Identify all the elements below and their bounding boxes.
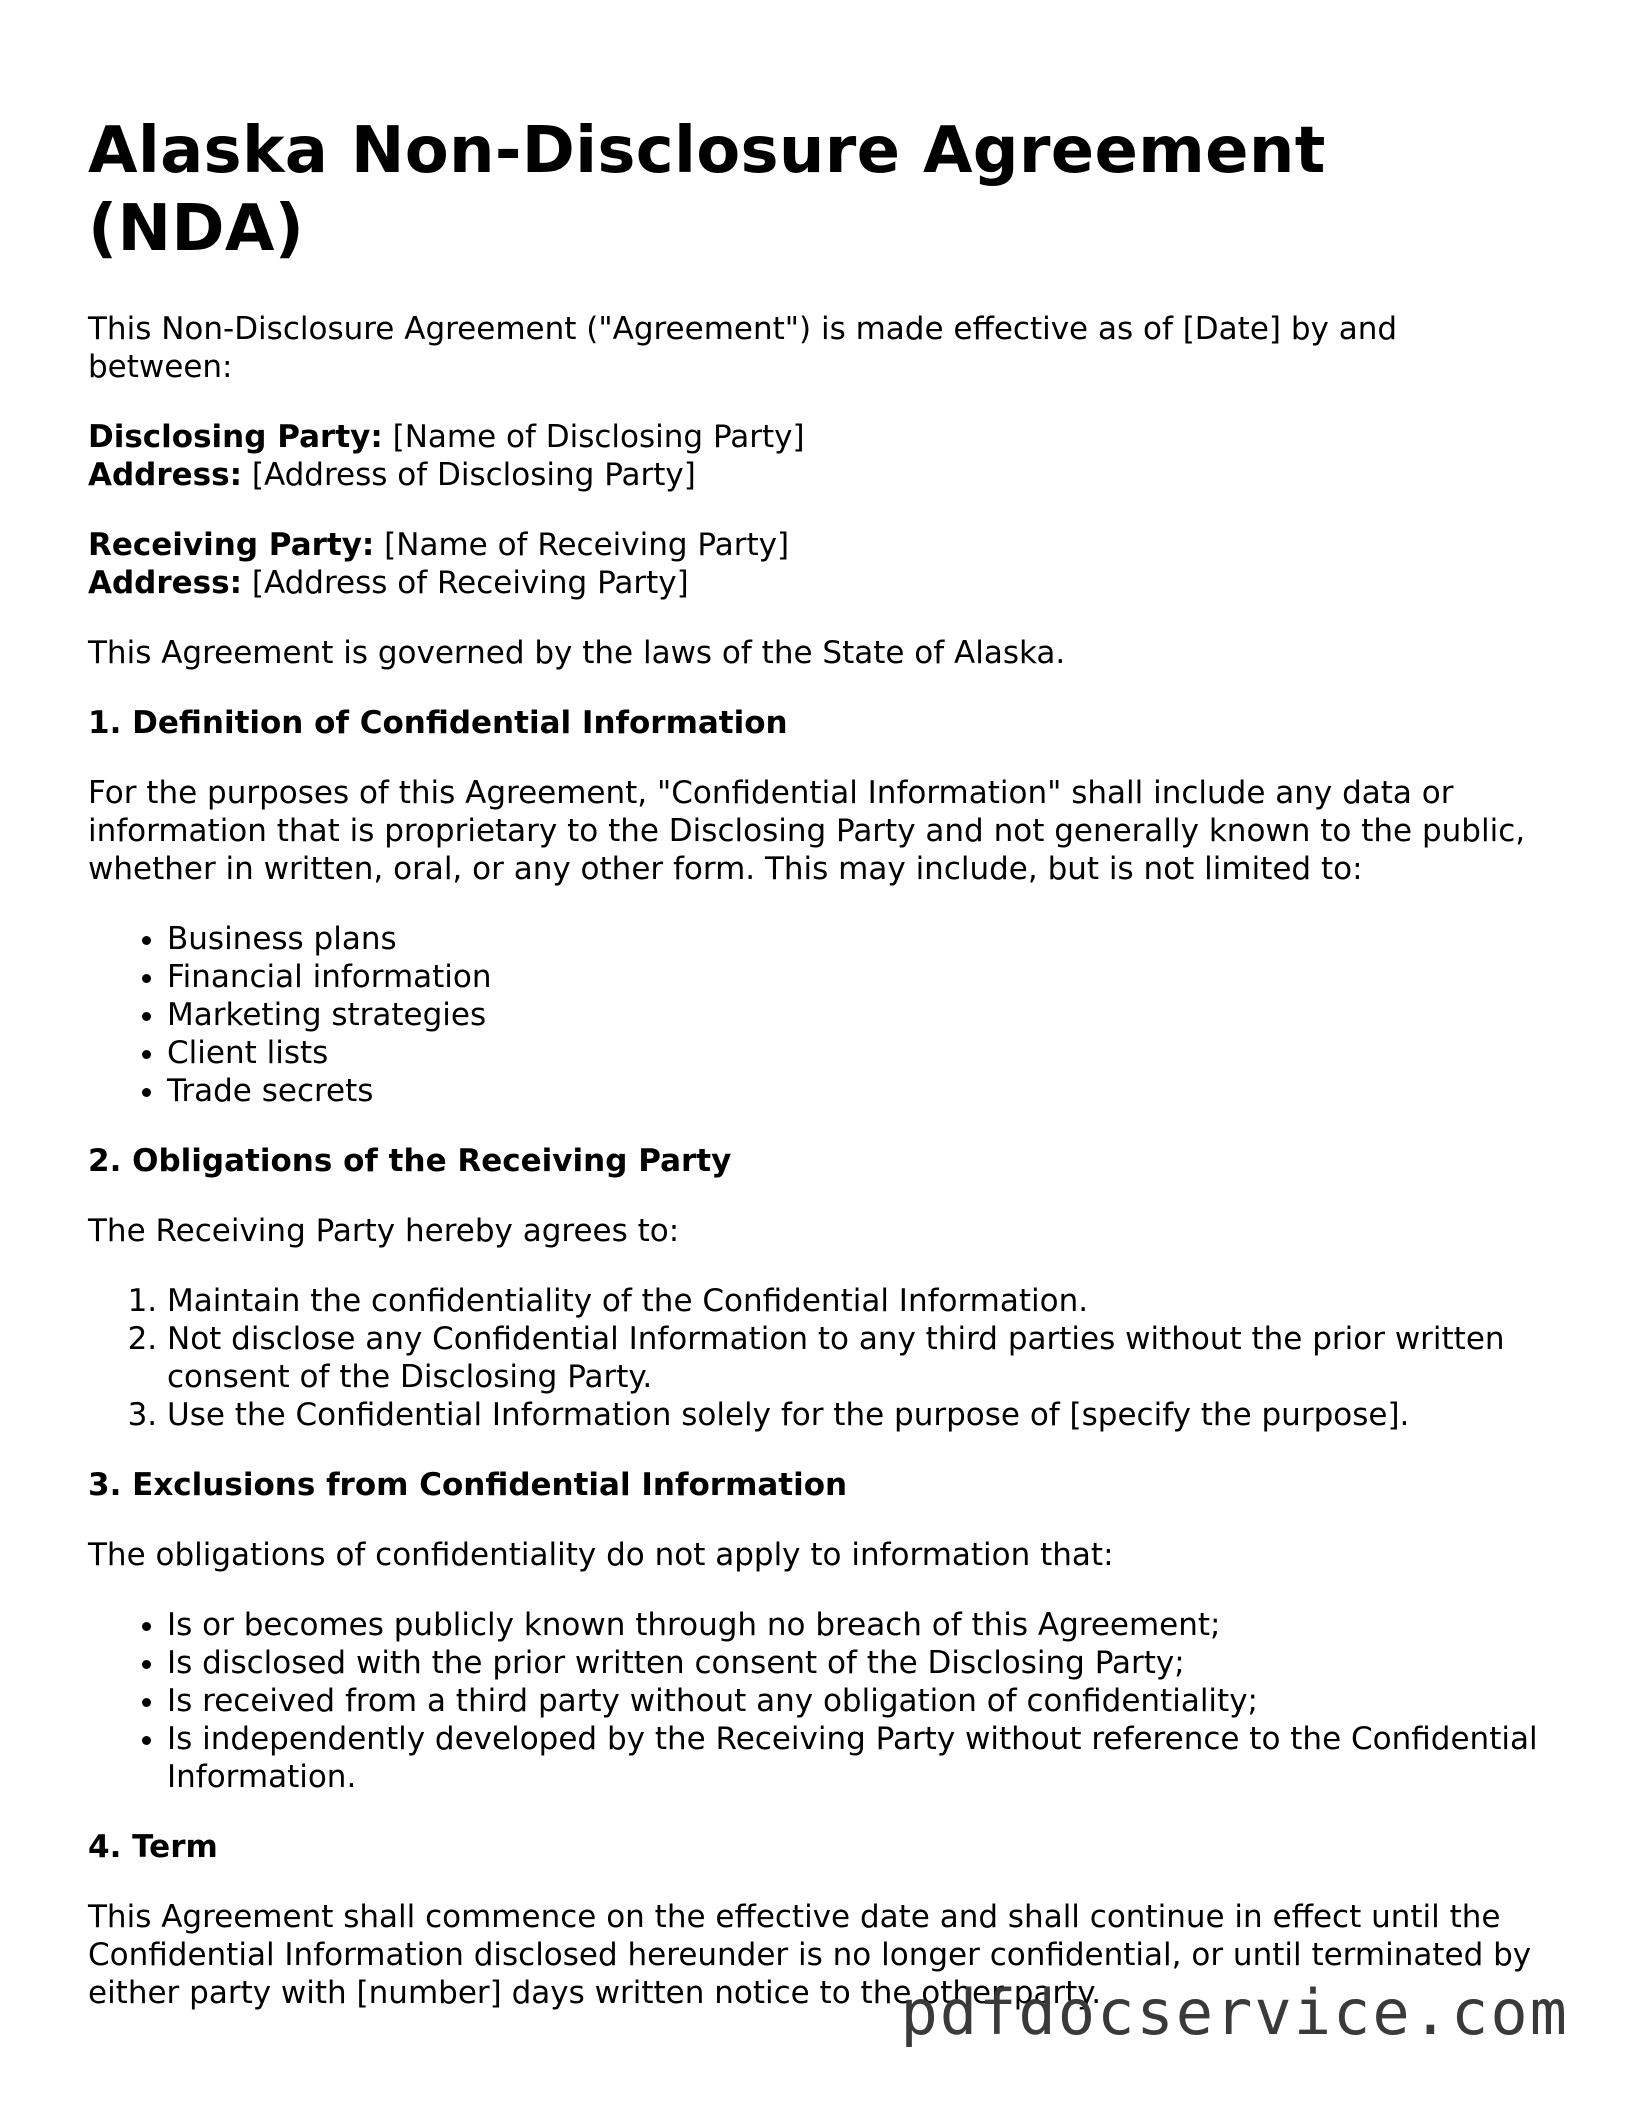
section-1-body: For the purposes of this Agreement, "Confidential Information" shall include any data or information that is proprietary to the Disclosing Party and not generally known to the public, whether in written, oral, or any other form. This may include, but is not limited to: [88,775,1526,887]
receiving-party-label: Receiving Party: [88,527,375,563]
receiving-address-label: Address: [88,565,242,601]
list-item: 3. Use the Confidential Information solely for the purpose of [specify the purpose]. [167,1396,1548,1434]
watermark-text: pdfdocservice.com [900,1976,1569,2049]
disclosing-address-value: [Address of Disclosing Party] [242,457,696,493]
section-2-heading: 2. Obligations of the Receiving Party [88,1143,732,1179]
receiving-party-value: [Name of Receiving Party] [374,527,790,563]
section-1-heading: 1. Definition of Confidential Information [88,705,788,741]
receiving-address-value: [Address of Receiving Party] [242,565,689,601]
disclosing-address-line [88,456,1548,494]
section-3-body: The obligations of confidentiality do not apply to information that: [88,1537,1114,1573]
list-item: • Is or becomes publicly known through no breach of this Agreement; [167,1606,1548,1644]
receiving-party-line [88,526,1548,564]
list-item: • Is disclosed with the prior written consent of the Disclosing Party; [167,1644,1548,1682]
intro-paragraph: This Non-Disclosure Agreement ("Agreement") is made effective as of [Date] by and between: [88,311,1398,385]
disclosing-party-value: [Name of Disclosing Party] [382,419,805,455]
governing-law-paragraph: This Agreement is governed by the laws of the State of Alaska. [88,635,1066,671]
list-item: • Financial information [167,958,1548,996]
section-4-heading: 4. Term [88,1829,218,1865]
list-item: 1. Maintain the confidentiality of the Confidential Information. [167,1282,1548,1320]
list-item: 2. Not disclose any Confidential Information to any third parties without the prior written consent of the Disclosing Party. [167,1320,1548,1396]
receiving-address-line [88,564,1548,602]
section-3-list [88,1606,1548,1796]
receiving-party-block [88,526,1548,602]
section-3-heading: 3. Exclusions from Confidential Information [88,1467,848,1503]
disclosing-address-label: Address: [88,457,242,493]
list-item: • Is independently developed by the Receiving Party without reference to the Confidential Information. [167,1720,1548,1796]
disclosing-party-line [88,418,1548,456]
section-4-body: This Agreement shall commence on the effective date and shall continue in effect until the Confidential Information disclosed hereunder is no longer confidential, or until terminated by either party with [number] days written notice to the other party. [88,1899,1532,2011]
list-item: • Trade secrets [167,1072,1548,1110]
section-2-body: The Receiving Party hereby agrees to: [88,1213,680,1249]
document-page [88,112,1548,2044]
disclosing-party-block [88,418,1548,494]
document-title: Alaska Non-Disclosure Agreement (NDA) [88,114,1326,266]
list-item: • Marketing strategies [167,996,1548,1034]
disclosing-party-label: Disclosing Party: [88,419,383,455]
list-item: • Business plans [167,920,1548,958]
list-item: • Client lists [167,1034,1548,1072]
section-2-list [88,1282,1548,1434]
list-item: • Is received from a third party without any obligation of confidentiality; [167,1682,1548,1720]
section-1-list [88,920,1548,1110]
